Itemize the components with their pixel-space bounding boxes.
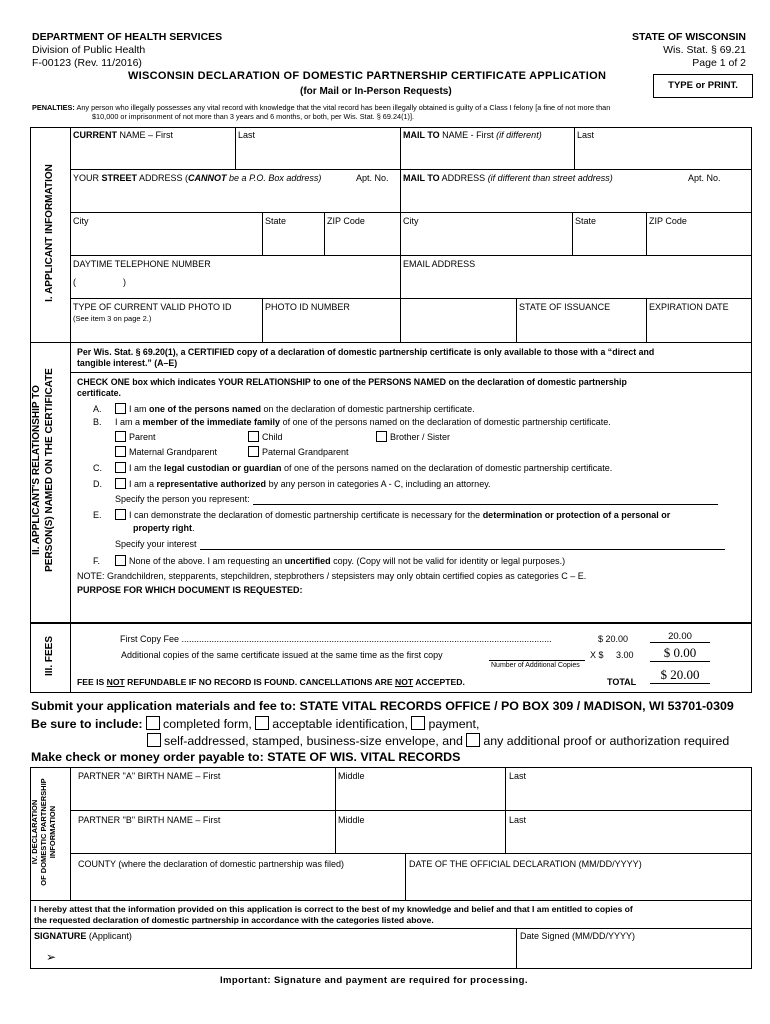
first-copy-value[interactable]: 20.00 bbox=[650, 631, 710, 643]
certified-copy-intro: Per Wis. Stat. § 69.20(1), a CERTIFIED copy of a declaration of domestic partnership certificate is only available to those with a “direct and tangible interest.” (A–E) bbox=[77, 347, 655, 369]
mail-city-field[interactable]: City bbox=[403, 216, 419, 226]
mail-state-field[interactable]: State bbox=[575, 216, 597, 226]
option-e-specify: Specify your interest bbox=[115, 539, 745, 550]
grandchildren-note: NOTE: Grandchildren, stepparents, stepchildren, stepbrothers / stepsisters may only obtain certified copies as categories C – E. bbox=[77, 571, 587, 581]
department-name: DEPARTMENT OF HEALTH SERVICES bbox=[32, 31, 223, 43]
penalties-line2: $10,000 or imprisonment of not more than 3 years and 6 months, or both, per Wis. Stat. § 69.24(1)]. bbox=[92, 112, 415, 122]
state-name: STATE OF WISCONSIN bbox=[632, 31, 746, 43]
additional-fee: 3.00 bbox=[616, 650, 634, 660]
payment-checkbox[interactable] bbox=[411, 716, 425, 730]
form-subtitle: (for Mail or In-Person Requests) bbox=[300, 86, 452, 97]
partner-a-middle-field[interactable]: Middle bbox=[338, 771, 365, 781]
envelope-checkbox[interactable] bbox=[147, 733, 161, 747]
date-signed-field[interactable]: Date Signed (MM/DD/YYYY) bbox=[520, 931, 636, 941]
photo-id-see-note: (See item 3 on page 2.) bbox=[73, 314, 152, 323]
daytime-phone-field[interactable]: DAYTIME TELEPHONE NUMBER bbox=[73, 259, 211, 269]
partner-a-last-field[interactable]: Last bbox=[509, 771, 527, 781]
child-checkbox[interactable] bbox=[248, 431, 259, 442]
section3-label: III. FEES bbox=[44, 636, 55, 677]
option-c-checkbox[interactable] bbox=[115, 462, 126, 473]
email-field[interactable]: EMAIL ADDRESS bbox=[403, 259, 476, 269]
identification-checkbox[interactable] bbox=[255, 716, 269, 730]
paternal-grandparent-checkbox[interactable] bbox=[248, 446, 259, 457]
number-of-copies-label: Number of Additional Copies bbox=[491, 662, 580, 669]
attestation-text: I hereby attest that the information provided on this application is correct to the best of my knowledge and belief and that I am entitled to copies of the requested declaration of domestic partnership in accordance with the categories listed above. bbox=[34, 904, 633, 926]
additional-x-dollar: X $ bbox=[590, 650, 604, 660]
section4-label: IV. DECLARATION OF DOMESTIC PARTNERSHIP INFORMATION bbox=[30, 778, 57, 886]
mail-apt-field[interactable]: Apt. No. bbox=[688, 173, 721, 183]
maternal-grandparent-checkbox[interactable] bbox=[115, 446, 126, 457]
total-value[interactable]: $ 20.00 bbox=[650, 667, 710, 684]
page-number: Page 1 of 2 bbox=[692, 57, 746, 69]
county-field[interactable]: COUNTY (where the declaration of domestic partnership was filed) bbox=[78, 859, 344, 869]
signature-field[interactable]: SIGNATURE (Applicant) bbox=[34, 931, 132, 941]
refund-notice: FEE IS NOT REFUNDABLE IF NO RECORD IS FOUND. CANCELLATIONS ARE NOT ACCEPTED. bbox=[77, 677, 465, 687]
expiration-date-field[interactable]: EXPIRATION DATE bbox=[649, 302, 729, 312]
additional-copies-label: Additional copies of the same certificate issued at the same time as the first copy bbox=[121, 650, 443, 660]
option-d-specify: Specify the person you represent: bbox=[115, 494, 745, 505]
street-apt-field[interactable]: Apt. No. bbox=[356, 173, 389, 183]
section-declaration bbox=[30, 767, 752, 901]
option-b-sibling: Brother / Sister bbox=[376, 431, 450, 443]
state-of-issuance-field[interactable]: STATE OF ISSUANCE bbox=[519, 302, 611, 312]
street-address-field[interactable]: YOUR STREET ADDRESS (CANNOT be a P.O. Box address) bbox=[73, 173, 322, 183]
city-field[interactable]: City bbox=[73, 216, 89, 226]
option-b-parent: Parent bbox=[115, 431, 156, 443]
partner-b-first-field[interactable]: PARTNER "B" BIRTH NAME – First bbox=[78, 815, 221, 825]
partner-a-first-field[interactable]: PARTNER "A" BIRTH NAME – First bbox=[78, 771, 221, 781]
specify-interest-input[interactable] bbox=[200, 549, 725, 550]
completed-form-checkbox[interactable] bbox=[146, 716, 160, 730]
sibling-checkbox[interactable] bbox=[376, 431, 387, 442]
type-print-box: TYPE or PRINT. bbox=[653, 74, 753, 98]
option-a-checkbox[interactable] bbox=[115, 403, 126, 414]
option-d-checkbox[interactable] bbox=[115, 478, 126, 489]
penalties-line1: Any person who illegally possesses any vital record with knowledge that the vital record has been illegally obtained is guilty of a Class I felony [a fine of not more than bbox=[76, 103, 611, 112]
phone-area-open: ( bbox=[73, 277, 76, 287]
option-e-checkbox[interactable] bbox=[115, 509, 126, 520]
form-title: WISCONSIN DECLARATION OF DOMESTIC PARTNERSHIP CERTIFICATE APPLICATION bbox=[128, 70, 607, 82]
form-number: F-00123 (Rev. 11/2016) bbox=[32, 57, 142, 69]
statute-ref: Wis. Stat. § 69.21 bbox=[663, 44, 746, 56]
signature-arrow-icon: ➢ bbox=[46, 950, 57, 964]
section2-label: II. APPLICANT'S RELATIONSHIP TO PERSON(S) NAMED ON THE CERTIFICATE bbox=[31, 368, 55, 572]
option-d-row: D. I am a representative authorized by any person in categories A - C, including an attorney. bbox=[93, 479, 491, 489]
option-f-row: F. None of the above. I am requesting an uncertified copy. (Copy will not be valid for identity or legal purposes.) bbox=[93, 556, 566, 566]
section1-label: I. APPLICANT INFORMATION bbox=[44, 164, 55, 302]
include-list-2: self-addressed, stamped, business-size envelope, and any additional proof or authorization required bbox=[147, 733, 729, 749]
option-a-row: A. I am one of the persons named on the declaration of domestic partnership certificate. bbox=[93, 404, 475, 414]
important-notice: Important: Signature and payment are required for processing. bbox=[220, 975, 528, 986]
total-label: TOTAL bbox=[607, 677, 637, 687]
penalties-label: PENALTIES: bbox=[32, 103, 75, 112]
mail-to-name-last-field[interactable]: Last bbox=[577, 130, 595, 140]
parent-checkbox[interactable] bbox=[115, 431, 126, 442]
option-b-maternal: Maternal Grandparent bbox=[115, 446, 217, 458]
first-copy-row: First Copy Fee .................................................................................................................................................... bbox=[120, 634, 552, 644]
option-f-checkbox[interactable] bbox=[115, 555, 126, 566]
phone-area-close: ) bbox=[123, 277, 126, 287]
option-e-row: E. I can demonstrate the declaration of domestic partnership certificate is necessary for the determination or protection of a personal or property right. bbox=[93, 510, 671, 534]
payable-to: Make check or money order payable to: STATE OF WIS. VITAL RECORDS bbox=[31, 750, 461, 764]
first-copy-amount: $ 20.00 bbox=[598, 634, 629, 644]
zip-field[interactable]: ZIP Code bbox=[327, 216, 365, 226]
state-field[interactable]: State bbox=[265, 216, 287, 226]
submit-instructions: Submit your application materials and fee to: STATE VITAL RECORDS OFFICE / PO BOX 309 / MADISON, WI 53701-0309 bbox=[31, 699, 734, 713]
mail-zip-field[interactable]: ZIP Code bbox=[649, 216, 687, 226]
additional-value[interactable]: $ 0.00 bbox=[650, 645, 710, 662]
include-list: Be sure to include: completed form, acceptable identification, payment, bbox=[31, 717, 480, 731]
purpose-field[interactable]: PURPOSE FOR WHICH DOCUMENT IS REQUESTED: bbox=[77, 585, 303, 595]
represent-person-input[interactable] bbox=[253, 504, 718, 505]
check-one-instruction: CHECK ONE box which indicates YOUR RELATIONSHIP to one of the PERSONS NAMED on the declaration of domestic partnership certificate. bbox=[77, 377, 627, 399]
additional-copies-input[interactable] bbox=[489, 660, 585, 661]
division-name: Division of Public Health bbox=[32, 44, 146, 56]
photo-id-number-field[interactable]: PHOTO ID NUMBER bbox=[265, 302, 350, 312]
current-name-last-field[interactable]: Last bbox=[238, 130, 256, 140]
mail-to-name-first-field[interactable]: MAIL TO NAME - First (if different) bbox=[403, 130, 542, 140]
current-name-first-field[interactable]: CURRENT NAME – First bbox=[73, 130, 174, 140]
partner-b-middle-field[interactable]: Middle bbox=[338, 815, 365, 825]
penalties-notice bbox=[32, 103, 752, 122]
photo-id-type-field[interactable]: TYPE OF CURRENT VALID PHOTO ID bbox=[73, 302, 232, 312]
option-c-row: C. I am the legal custodian or guardian of one of the persons named on the declaration of domestic partnership certificate. bbox=[93, 463, 613, 473]
option-b-row: B. I am a member of the immediate family of one of the persons named on the declaration of domestic partnership certificate. bbox=[93, 417, 611, 427]
proof-checkbox[interactable] bbox=[466, 733, 480, 747]
option-b-child: Child bbox=[248, 431, 283, 443]
option-b-paternal: Paternal Grandparent bbox=[248, 446, 349, 458]
declaration-date-field[interactable]: DATE OF THE OFFICIAL DECLARATION (MM/DD/YYYY) bbox=[409, 859, 642, 869]
partner-b-last-field[interactable]: Last bbox=[509, 815, 527, 825]
mail-to-address-field[interactable]: MAIL TO ADDRESS (if different than street address) bbox=[403, 173, 613, 183]
